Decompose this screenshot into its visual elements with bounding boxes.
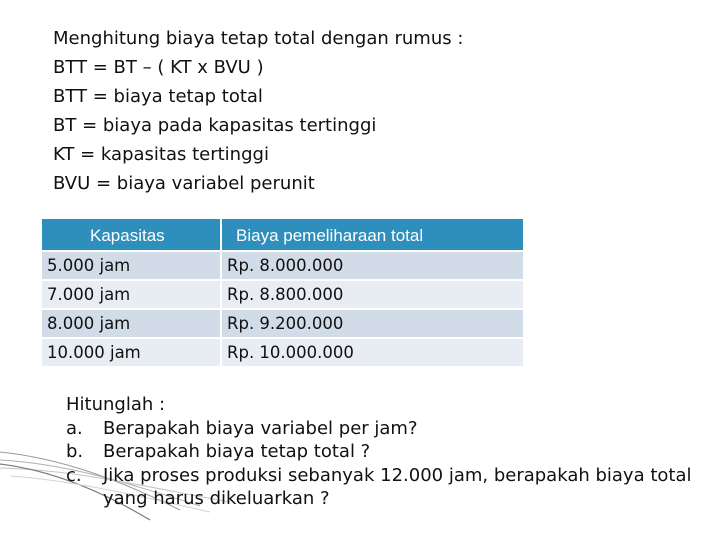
cell-biaya: Rp. 8.800.000: [222, 279, 523, 308]
header-biaya-pemeliharaan: Biaya pemeliharaan total: [222, 219, 523, 250]
formula-block: [53, 24, 673, 198]
cell-biaya: Rp. 10.000.000: [222, 337, 523, 366]
header-kapasitas: Kapasitas: [42, 219, 222, 250]
cost-table: [42, 219, 523, 366]
question-letter: c.: [66, 464, 82, 486]
question-text: Berapakah biaya tetap total ?: [103, 441, 371, 462]
question-item-b: [66, 440, 706, 464]
definition-kt: KT = kapasitas tertinggi: [53, 144, 269, 165]
table-row: [42, 337, 523, 366]
cell-kapasitas: 8.000 jam: [42, 308, 222, 337]
definition-btt: BTT = biaya tetap total: [53, 86, 263, 107]
definition-bvu: BVU = biaya variabel perunit: [53, 173, 315, 194]
table-row: [42, 279, 523, 308]
question-text: Jika proses produksi sebanyak 12.000 jam, berapakah biaya total yang harus dikeluarkan ?: [103, 464, 692, 509]
question-letter: a.: [66, 417, 83, 439]
question-item-a: [66, 417, 706, 441]
question-letter: b.: [66, 441, 84, 462]
question-block: [66, 393, 706, 511]
formula-heading: Menghitung biaya tetap total dengan rumus :: [53, 28, 464, 49]
cell-kapasitas: 5.000 jam: [42, 250, 222, 279]
cell-kapasitas: 7.000 jam: [42, 279, 222, 308]
cell-kapasitas: 10.000 jam: [42, 337, 222, 366]
table-row: [42, 308, 523, 337]
question-text: Berapakah biaya variabel per jam?: [103, 417, 418, 439]
formula-equation: BTT = BT – ( KT x BVU ): [53, 57, 264, 78]
table-header-row: [42, 219, 523, 250]
question-title: Hitunglah :: [66, 394, 166, 415]
definition-bt: BT = biaya pada kapasitas tertinggi: [53, 115, 377, 136]
question-item-c: [66, 464, 706, 511]
cell-biaya: Rp. 8.000.000: [222, 250, 523, 279]
table-row: [42, 250, 523, 279]
cell-biaya: Rp. 9.200.000: [222, 308, 523, 337]
